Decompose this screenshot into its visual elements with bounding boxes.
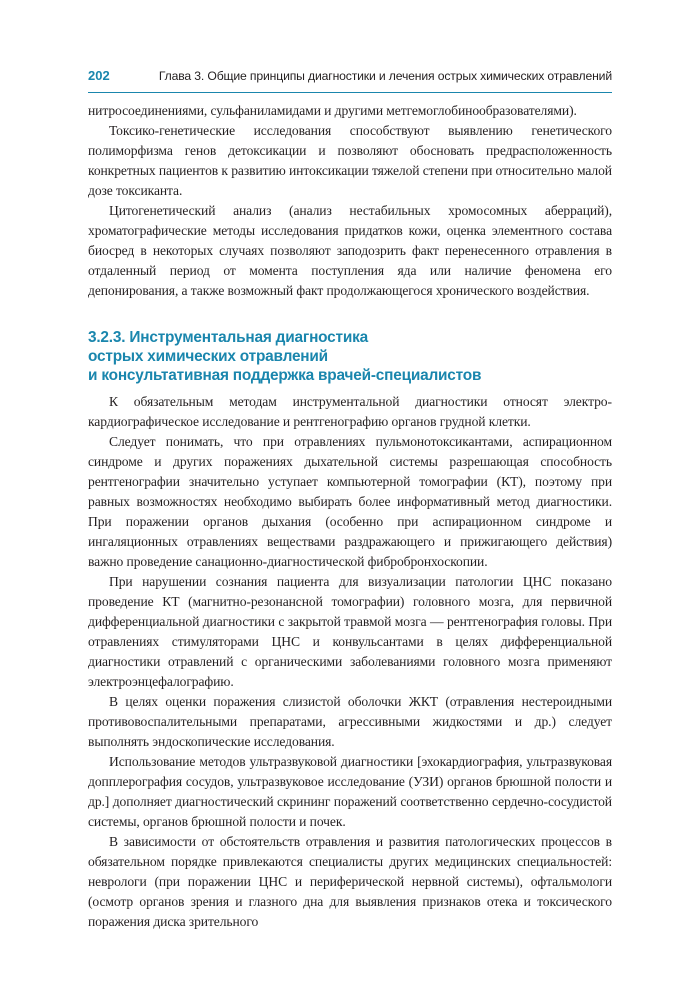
paragraph: В зависимости от обстоятельств отравления и развития патологических процессов в обязательном порядке привлекаются специалисты других медицинских специальностей: неврологи (при поражении ЦНС и периферической нервной системы), офтальмологи (осмотр органов зрения и глазного дна для выявления признаков отека и токсического поражения диска зрительного <box>88 834 612 929</box>
paragraph: В целях оценки поражения слизистой оболочки ЖКТ (отравления нестероидными противовоспалительными препаратами, агрессивными жидкостями и др.) следует выполнять эндоскопические исследования. <box>88 694 612 749</box>
paragraph: Цитогенетический анализ (анализ нестабильных хромосомных аберраций), хроматографические методы исследования придатков кожи, оценка элементного состава биосред в некоторых случаях позволяют заподозрить факт перенесенного отравления в отдаленный период от момента поступления яда или наличие феномена его депонирования, а также возможный факт продолжающегося хронического воздействия. <box>88 203 612 298</box>
section-heading-line: острых химических отравлений <box>88 348 328 365</box>
paragraph: нитросоединениями, сульфаниламидами и другими метгемоглобинообразователями). <box>88 103 577 118</box>
paragraph: К обязательным методам инструментальной диагностики относят электрокардиографическое исследование и рентгенографию органов грудной клетки. <box>88 394 612 429</box>
paragraph: Токсико-генетические исследования способствуют выявлению генетического полиморфизма генов детоксикации и позволяют обосновать предрасположенность конкретных пациентов к развитию интоксикации тяжелой степени при относительно малой дозе токсиканта. <box>88 123 612 198</box>
chapter-title: Глава 3. Общие принципы диагностики и лечения острых химических отравлений <box>158 69 612 83</box>
header-rule <box>88 92 612 93</box>
page-body <box>88 101 612 932</box>
section-heading <box>88 328 612 385</box>
section-heading-line: 3.2.3. Инструментальная диагностика <box>88 329 368 346</box>
paragraph: Следует понимать, что при отравлениях пульмонотоксикантами, аспирационном синдроме и других поражениях дыхательной системы разрешающая способность рентгенографии значительно уступает компьютерной томографии (КТ), поэтому при равных возможностях необходимо выбирать более информативный метод диагностики. При поражении органов дыхания (особенно при аспирационном синдроме и ингаляционных отравлениях веществами раздражающего и прижигающего действия) важно проведение санационно-диагностической фибробронхоскопии. <box>88 434 612 569</box>
paragraph: При нарушении сознания пациента для визуализации патологии ЦНС показано проведение КТ (магнитно-резонансной томографии) головного мозга, для первичной дифференциальной диагностики с закрытой травмой мозга — рентгенография головы. При отравлениях стимуляторами ЦНС и конвульсантами в целях дифференциальной диагностики отравлений с органическими заболеваниями головного мозга применяют электроэнцефалографию. <box>88 574 612 689</box>
section-heading-line: и консультативная поддержка врачей-специалистов <box>88 367 482 384</box>
paragraph: Использование методов ультразвуковой диагностики [эхокардиография, ультразвуковая допплерография сосудов, ультразвуковое исследование (УЗИ) органов брюшной полости и др.] дополняет диагностический скрининг поражений соответственно сердечно-сосудистой системы, органов брюшной полости и почек. <box>88 754 612 829</box>
page-number: 202 <box>88 68 110 83</box>
